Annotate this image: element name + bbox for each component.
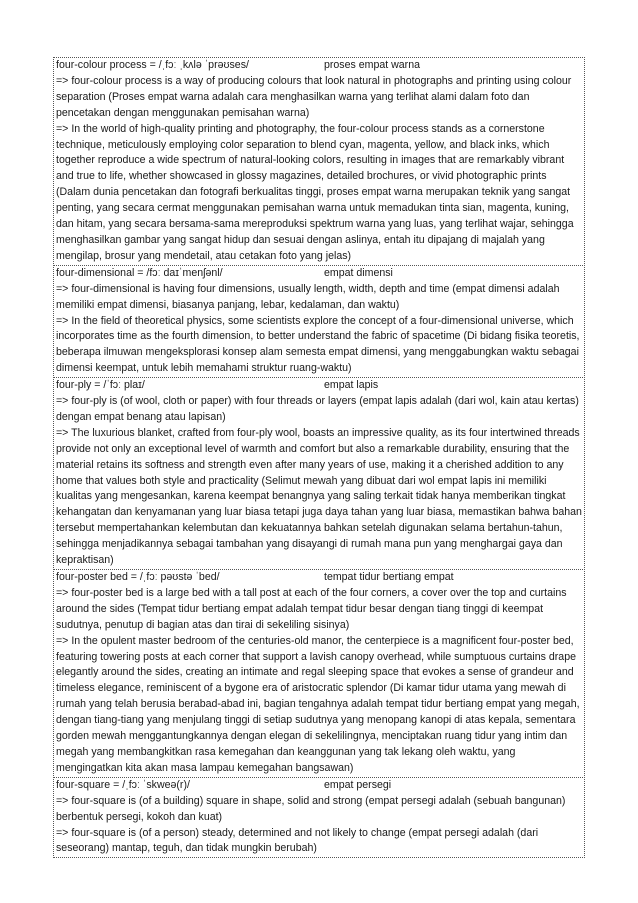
- example: => The luxurious blanket, crafted from four-ply wool, boasts an impressive quality, as its four intertwined threads provide not only an exceptional level of warmth and comfort but also a remarkable durability, ensuring that the material retains its softness and strength even after many years of use, making it a cherished addition to any home that values both style and practicality (Selimut mewah yang dibuat dari wol empat lapis ini memiliki kualitas yang mengesankan, karena keempat benangnya yang saling terkait tidak hanya memberikan tingkat kehangatan dan kenyamanan yang luar biasa tetapi juga daya tahan yang luar biasa, memastikan bahwa bahan tersebut mempertahankan kelembutan dan kekuatannya bahkan setelah digunakan selama bertahun-tahun, sehingga menjadikannya sebagai tambahan yang disayangi di rumah mana pun yang menghargai gaya dan kepraktisan): [56, 426, 582, 567]
- definition: => four-poster bed is a large bed with a tall post at each of the four corners, a cover over the top and curtains around the sides (Tempat tidur bertiang empat adalah tempat tidur besar dengan tiang tinggi di keempat sudutnya, penutup di bagian atas dan tirai di sekeliling sisinya): [56, 586, 567, 631]
- entry-four-colour-process: [53, 57, 585, 266]
- entry-four-ply: [53, 377, 585, 570]
- headword: four-colour process = /ˌfɔː ˌkʌlə ˈprəʊses/: [56, 59, 249, 71]
- headword: four-ply = /ˈfɔː plaɪ/: [56, 379, 145, 392]
- translation: empat dimensi: [324, 266, 393, 279]
- definition: => four-ply is (of wool, cloth or paper) with four threads or layers (empat lapis adalah (dari wol, kain atau kertas) dengan empat benang atau lapisan): [56, 395, 579, 423]
- translation: empat lapis: [324, 379, 379, 392]
- definition: => four-colour process is a way of producing colours that look natural in photographs and printing using colour separation (Proses empat warna adalah cara menghasilkan warna yang terlihat alami dalam foto dan pencetakan dengan menggunakan pemisahan warna): [56, 74, 572, 119]
- headword: four-square = /ˌfɔː ˈskweə(r)/: [56, 778, 190, 791]
- dictionary-page: [53, 58, 585, 858]
- example: => In the field of theoretical physics, some scientists explore the concept of a four-dimensional universe, which incorporates time as the fourth dimension, to better understand the fabric of spacetime (Di bidang fisika teoretis, beberapa ilmuwan mengeksplorasi konsep alam semesta empat dimensi, yang menggabungkan waktu sebagai dimensi keempat, untuk lebih memahami struktur ruang-waktu): [56, 314, 580, 375]
- example: => In the opulent master bedroom of the centuries-old manor, the centerpiece is a magnificent four-poster bed, featuring towering posts at each corner that support a lavish canopy overhead, while sumptuous curtains drape elegantly around the sides, creating an intimate and regal sleeping space that evokes a sense of grandeur and timeless elegance, reminiscent of a bygone era of aristocratic splendor (Di kamar tidur utama yang mewah di rumah yang telah berusia berabad-abad ini, bagian tengahnya adalah tempat tidur bertiang empat yang megah, dengan tiang-tiang yang menjulang tinggi di setiap sudutnya yang menopang kanopi di atas kepala, sementara gorden mewah menggantungkannya dengan elegan di sekelilingnya, menciptakan ruang tidur yang intim dan megah yang membangkitkan rasa kemegahan dan keanggunan yang tak lekang oleh waktu, yang mengingatkan kita akan masa lampau kemegahan bangsawan): [56, 634, 580, 774]
- definition: => four-square is (of a building) square in shape, solid and strong (empat persegi adalah (sebuah bangunan) berbentuk persegi, kokoh dan kuat): [56, 794, 566, 823]
- headword: four-poster bed = /ˌfɔː pəʊstə ˈbed/: [56, 571, 220, 583]
- entry-four-square: [53, 777, 585, 859]
- entry-header: [56, 58, 582, 74]
- definition: => four-dimensional is having four dimensions, usually length, width, depth and time (empat dimensi adalah memiliki empat dimensi, biasanya panjang, lebar, kedalaman, dan waktu): [56, 282, 560, 311]
- entry-four-poster-bed: [53, 569, 585, 778]
- entry-header: [56, 266, 582, 282]
- entry-header: [56, 570, 582, 586]
- example: => four-square is (of a person) steady, determined and not likely to change (empat persegi adalah (dari seseorang) mantap, teguh, dan tidak mungkin berubah): [56, 826, 539, 855]
- entry-header: [56, 778, 582, 794]
- translation: proses empat warna: [324, 59, 420, 71]
- translation: empat persegi: [324, 778, 392, 791]
- example: => In the world of high-quality printing and photography, the four-colour process stands as a cornerstone technique, meticulously employing color separation to blend cyan, magenta, yellow, and black inks, which together reproduce a wide spectrum of natural-looking colors, resulting in images that are remarkably vibrant and true to life, whether showcased in glossy magazines, detailed brochures, or vivid photographic prints (Dalam dunia pencetakan dan fotografi berkualitas tinggi, proses empat warna merupakan teknik yang sangat penting, yang secara cermat menggunakan pemisahan warna untuk memadukan tinta sian, magenta, kuning, dan hitam, yang secara bersama-sama mereproduksi spektrum warna yang luas, yang terlihat wajar, sehingga menghasilkan gambar yang sangat hidup dan sesuai dengan aslinya, entah itu dipajang di majalah yang mengilap, brosur yang mendetail, atau cetakan foto yang jelas): [56, 122, 574, 262]
- translation: tempat tidur bertiang empat: [324, 571, 454, 583]
- entry-header: [56, 378, 582, 394]
- entry-four-dimensional: [53, 265, 585, 378]
- headword: four-dimensional = /fɔː daɪˈmenʃənl/: [56, 266, 223, 279]
